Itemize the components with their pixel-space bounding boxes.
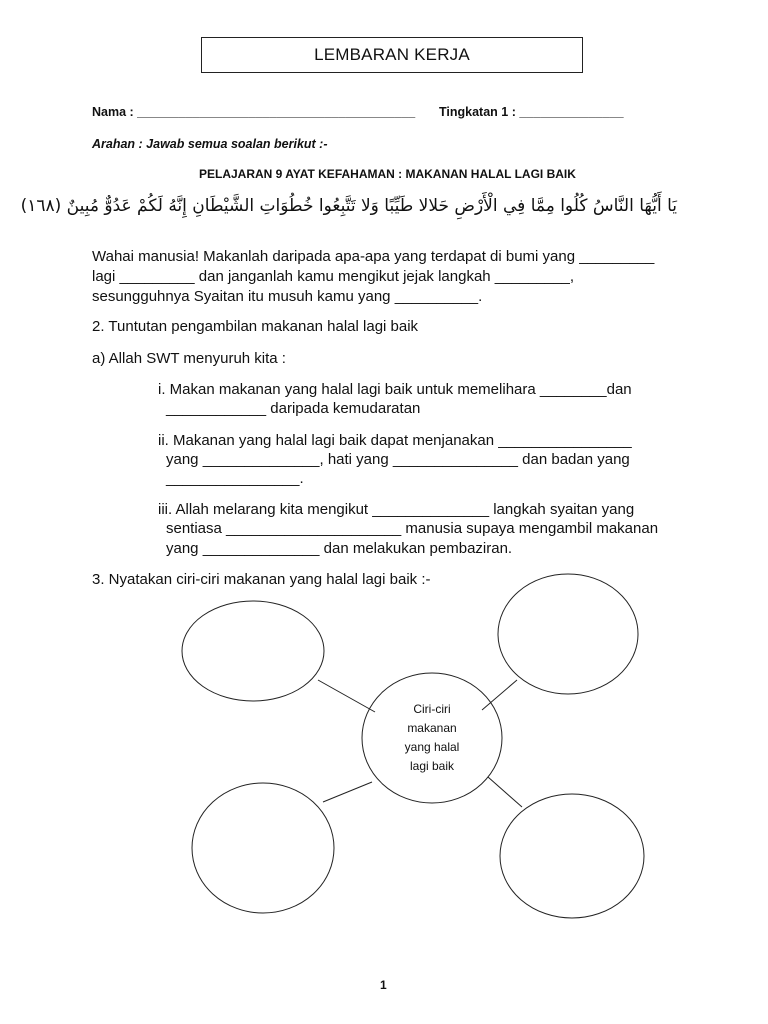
item-iii-line-2: sentiasa _____________________ manusia supaya mengambil makanan	[166, 520, 659, 537]
instruction-text: Arahan : Jawab semua soalan berikut :-	[92, 137, 328, 151]
item-ii-line-1: ii. Makanan yang halal lagi baik dapat menjanakan ________________	[158, 432, 632, 449]
center-label-line-2: makanan	[407, 721, 457, 735]
worksheet-title: LEMBARAN KERJA	[314, 45, 470, 64]
answer-bubble-top-right[interactable]	[498, 574, 638, 694]
nama-field: Nama : ________________________________________	[92, 105, 416, 119]
answer-bubble-top-left[interactable]	[182, 601, 324, 701]
item-i-line-2: ____________ daripada kemudaratan	[166, 400, 421, 417]
page-number: 1	[380, 978, 387, 992]
item-iii-line-1: iii. Allah melarang kita mengikut ______________ langkah syaitan yang	[158, 501, 635, 518]
center-label-line-3: yang halal	[404, 740, 460, 754]
question-2a-label: a) Allah SWT menyuruh kita :	[92, 350, 286, 367]
quran-verse: يَا أَيُّهَا النَّاسُ كُلُوا مِمَّا فِي الْأَرْضِ حَلالا طَيِّبًا وَلا تَتَّبِعُوا خُطُوَاتِ الشَّيْطَانِ إِنَّهُ لَكُمْ عَدُوٌّ مُبِينٌ (١٦٨)	[20, 196, 677, 216]
item-ii-line-2: yang ______________, hati yang _______________ dan badan yang	[166, 451, 630, 468]
translation-line-1: Wahai manusia! Makanlah daripada apa-apa yang terdapat di bumi yang _________	[92, 248, 655, 265]
answer-bubble-bottom-right[interactable]	[500, 794, 644, 918]
connector-bottom-left	[323, 782, 372, 802]
center-bubble	[362, 673, 502, 803]
connector-top-left	[318, 680, 375, 712]
question-2-heading: 2. Tuntutan pengambilan makanan halal lagi baik	[92, 318, 419, 335]
tingkatan-field: Tingkatan 1 : _______________	[439, 105, 624, 119]
connector-bottom-right	[488, 777, 522, 807]
center-label-line-1: Ciri-ciri	[413, 702, 451, 716]
item-ii-line-3: ________________.	[166, 470, 304, 487]
translation-line-2: lagi _________ dan janganlah kamu mengikut jejak langkah _________,	[92, 268, 575, 285]
answer-bubble-bottom-left[interactable]	[192, 783, 334, 913]
translation-line-3: sesungguhnya Syaitan itu musuh kamu yang __________.	[92, 288, 483, 305]
center-label-line-4: lagi baik	[409, 759, 455, 773]
lesson-title: PELAJARAN 9 AYAT KEFAHAMAN : MAKANAN HALAL LAGI BAIK	[199, 167, 576, 181]
question-3-heading: 3. Nyatakan ciri-ciri makanan yang halal lagi baik :-	[92, 571, 431, 588]
item-iii-line-3: yang ______________ dan melakukan pembaziran.	[166, 540, 513, 557]
item-i-line-1: i. Makan makanan yang halal lagi baik untuk memelihara ________dan	[158, 381, 632, 398]
connector-top-right	[482, 680, 517, 710]
